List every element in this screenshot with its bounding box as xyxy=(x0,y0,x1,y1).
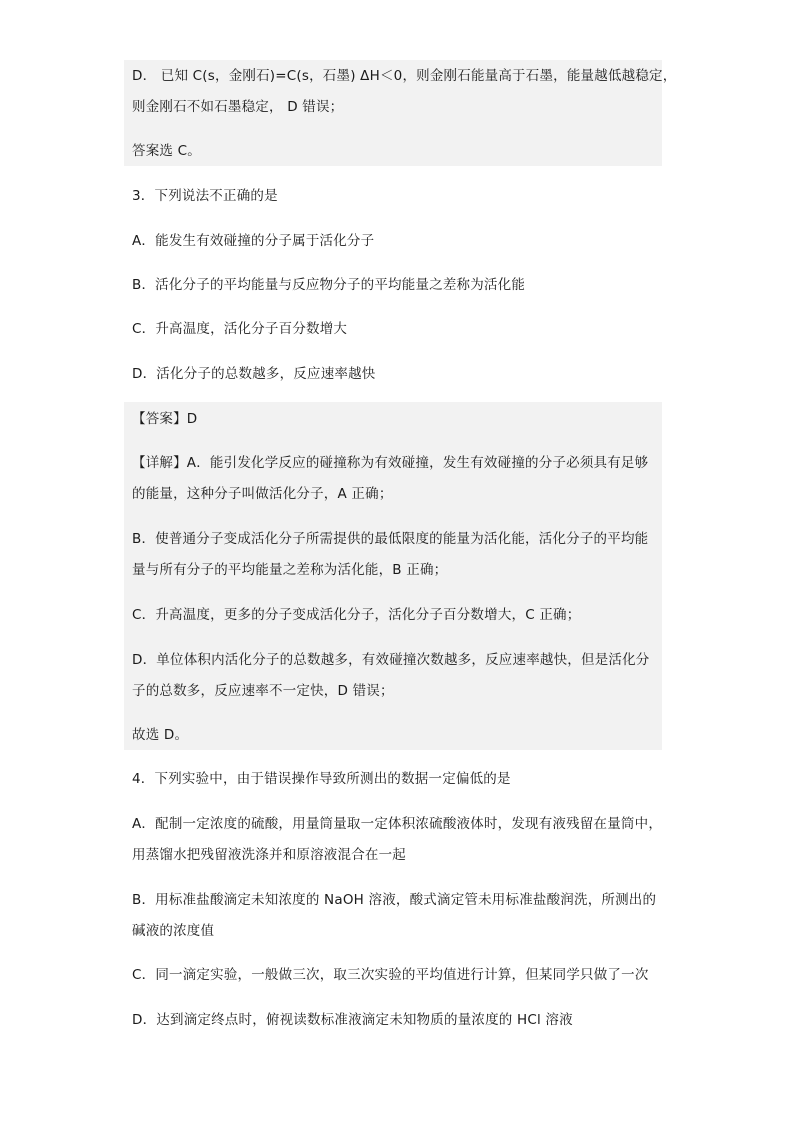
q3-detail-line-4: 量与所有分子的平均能量之差称为活化能，B 正确； xyxy=(132,562,448,578)
prev-answer-conclusion: 答案选 C。 xyxy=(132,143,201,159)
q4-option-a-line-2: 用蒸馏水把残留液洗涤并和原溶液混合在一起 xyxy=(132,847,406,863)
prev-answer-line-d2: 则金刚石不如石墨稳定， D 错误； xyxy=(132,99,344,115)
q3-detail-line-6: D．单位体积内活化分子的总数越多，有效碰撞次数越多，反应速率越快，但是活化分 xyxy=(132,652,650,668)
q4-stem: 4．下列实验中，由于错误操作导致所测出的数据一定偏低的是 xyxy=(132,771,511,787)
q3-option-d: D．活化分子的总数越多，反应速率越快 xyxy=(132,366,376,382)
q3-option-b: B．活化分子的平均能量与反应物分子的平均能量之差称为活化能 xyxy=(132,277,526,293)
q3-detail-line-7: 子的总数多，反应速率不一定快，D 错误； xyxy=(132,683,394,699)
q3-answer: 【答案】D xyxy=(132,411,198,427)
q4-option-c: C．同一滴定实验，一般做三次，取三次实验的平均值进行计算，但某同学只做了一次 xyxy=(132,967,649,983)
q3-option-a: A．能发生有效碰撞的分子属于活化分子 xyxy=(132,233,375,249)
q4-option-b-line-1: B．用标准盐酸滴定未知浓度的 NaOH 溶液，酸式滴定管未用标准盐酸润洗，所测出的 xyxy=(132,892,657,908)
q3-option-c: C．升高温度，活化分子百分数增大 xyxy=(132,321,348,337)
q3-detail-line-2: 的能量，这种分子叫做活化分子，A 正确； xyxy=(132,486,393,502)
q3-stem: 3．下列说法不正确的是 xyxy=(132,188,278,204)
q3-detail-line-1: 【详解】A．能引发化学反应的碰撞称为有效碰撞，发生有效碰撞的分子必须具有足够 xyxy=(132,455,649,471)
q3-detail-line-3: B．使普通分子变成活化分子所需提供的最低限度的能量为活化能，活化分子的平均能 xyxy=(132,531,649,547)
prev-answer-line-d1: D． 已知 C(s，金刚石)=C(s，石墨) ΔH＜0，则金刚石能量高于石墨，能量越低越稳定， xyxy=(132,68,677,84)
q3-detail-line-8: 故选 D。 xyxy=(132,727,189,743)
q4-option-d: D．达到滴定终点时，俯视读数标准液滴定未知物质的量浓度的 HCl 溶液 xyxy=(132,1012,573,1028)
q3-detail-line-5: C．升高温度，更多的分子变成活化分子，活化分子百分数增大，C 正确； xyxy=(132,607,581,623)
q4-option-a-line-1: A．配制一定浓度的硫酸，用量筒量取一定体积浓硫酸液体时，发现有液残留在量筒中， xyxy=(132,816,663,832)
q4-option-b-line-2: 碱液的浓度值 xyxy=(132,923,215,939)
